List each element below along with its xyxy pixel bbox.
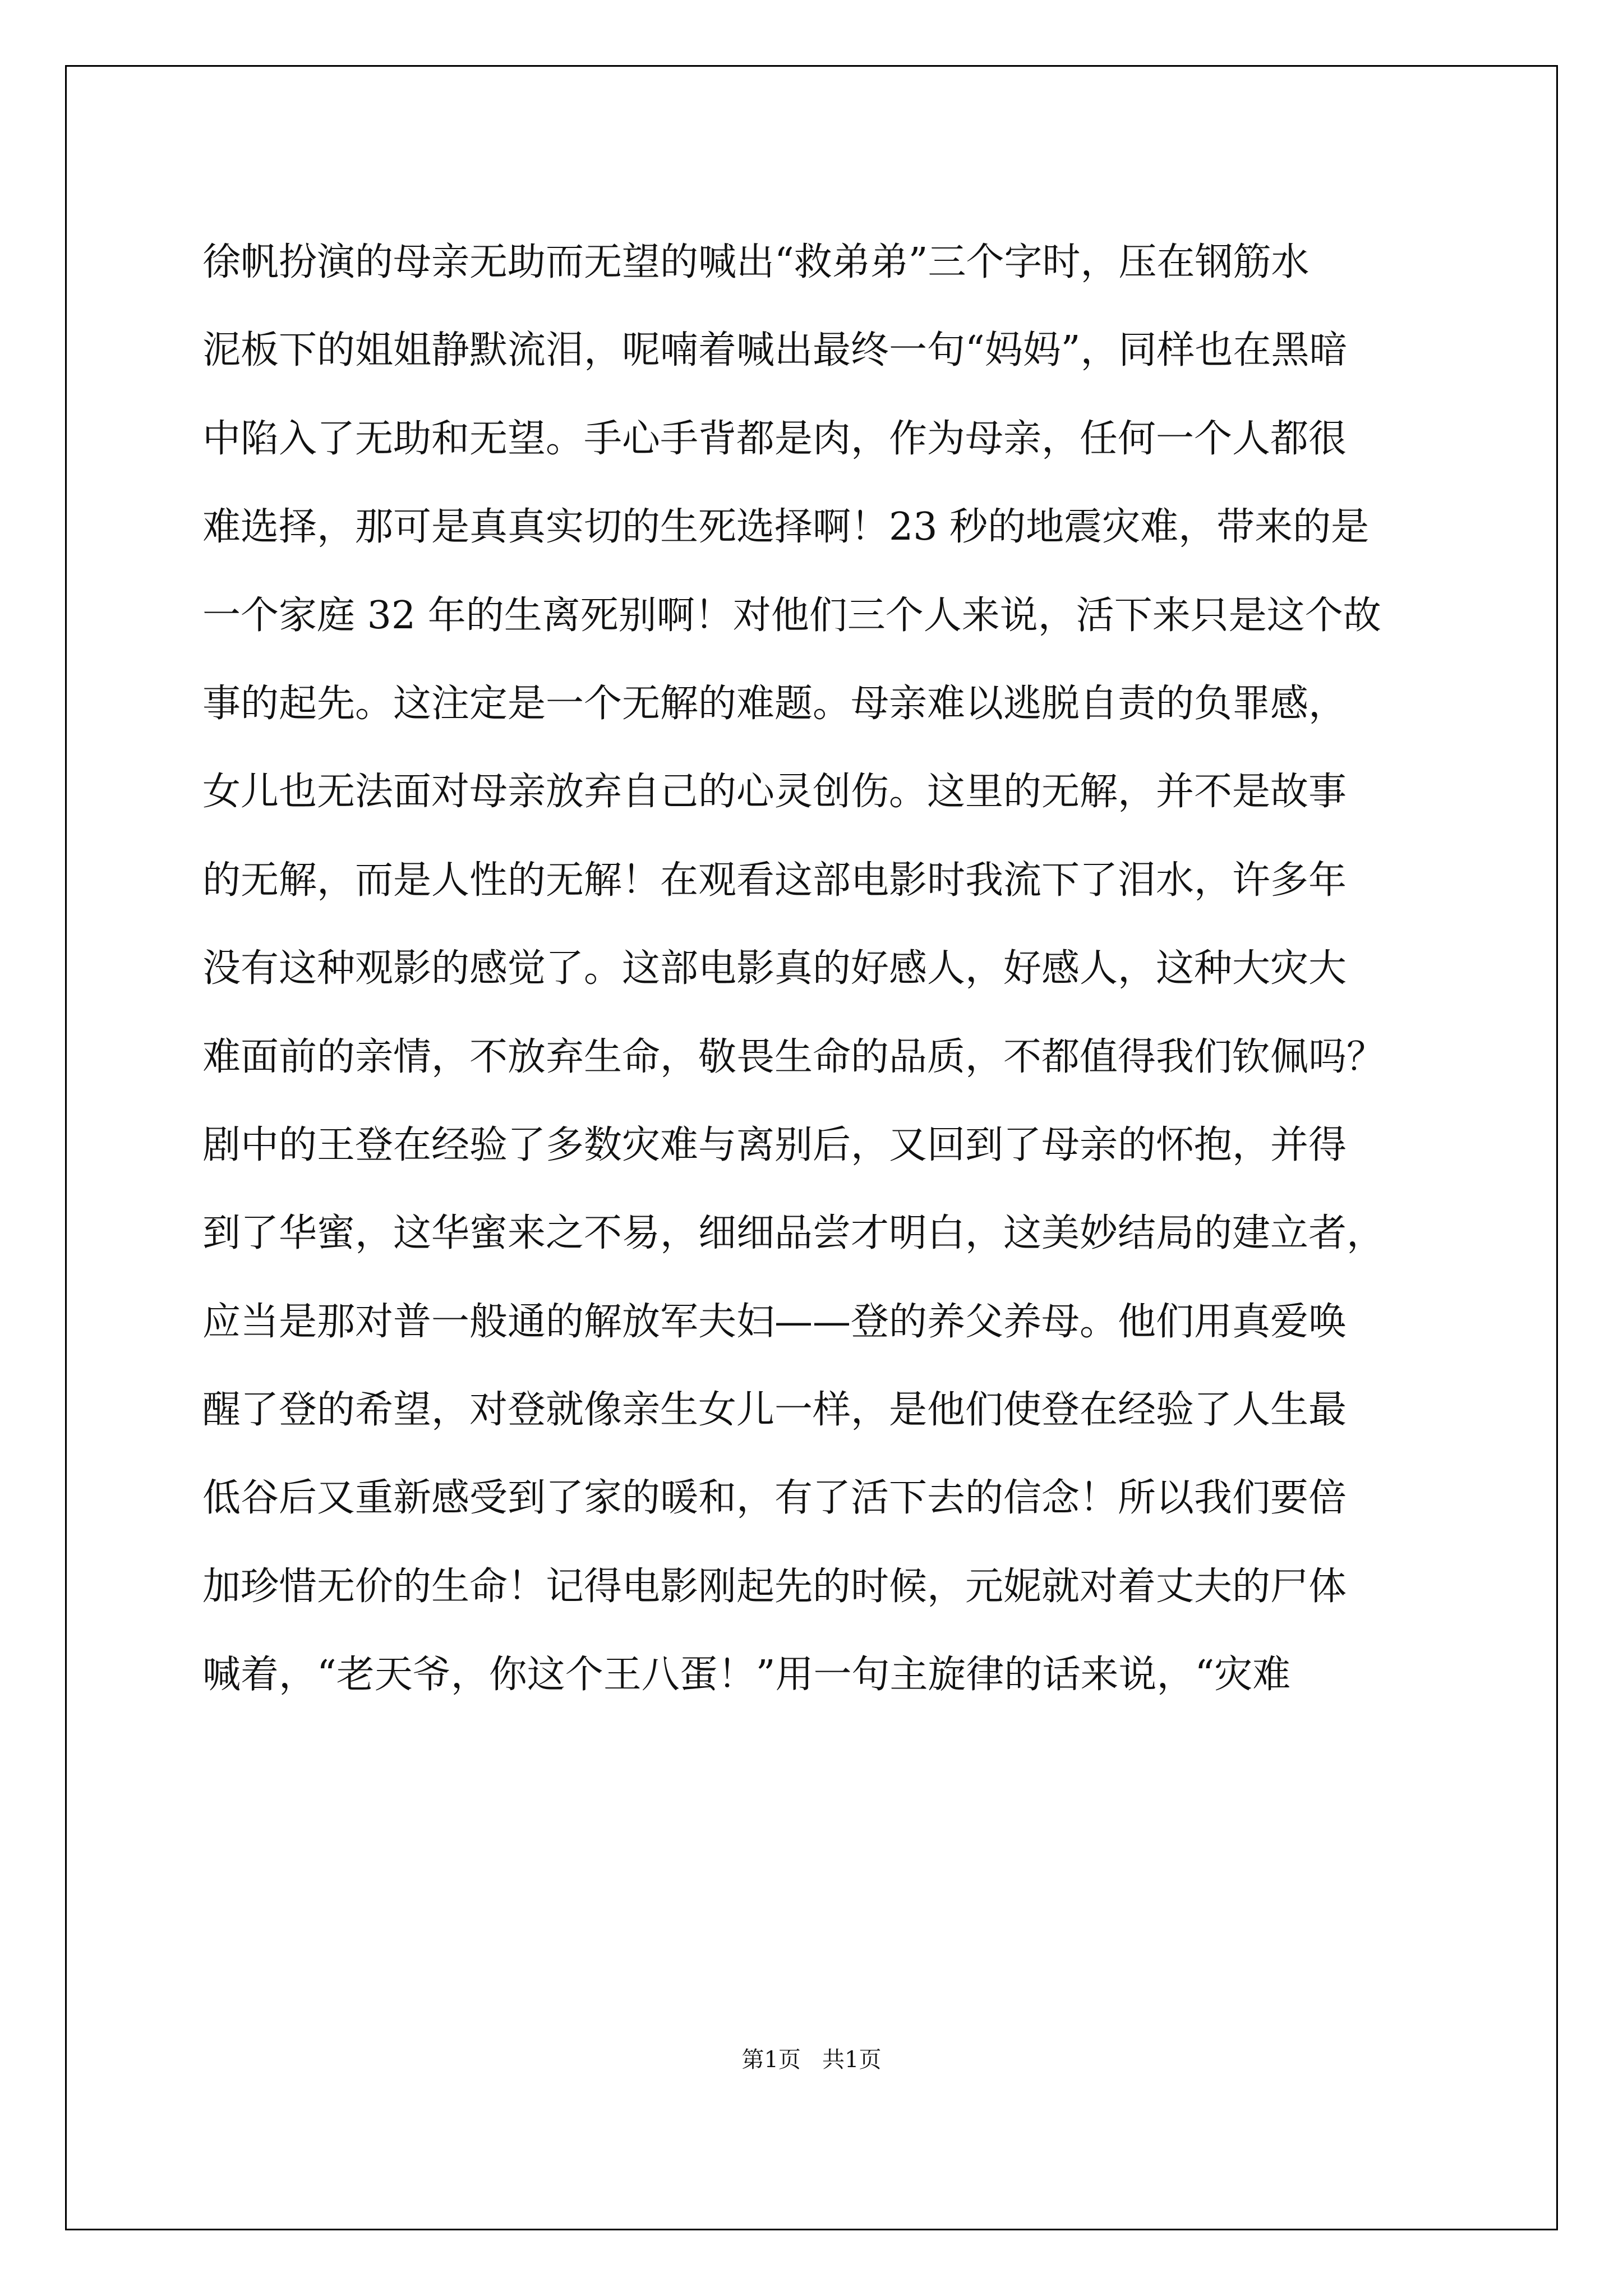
document-body [202,218,1451,1719]
body-line: 低谷后又重新感受到了家的暖和，有了活下去的信念！所以我们要倍 [202,1476,1347,1521]
body-line: 泥板下的姐姐静默流泪，呢喃着喊出最终一句“妈妈”，同样也在黑暗 [202,328,1348,373]
body-line: 徐帆扮演的母亲无助而无望的喊出“救弟弟”三个字时，压在钢筋水 [202,240,1310,284]
body-line: 喊着，“老天爷，你这个王八蛋！”用一句主旋律的话来说，“灾难 [202,1653,1291,1697]
body-line: 没有这种观影的感觉了。这部电影真的好感人，好感人，这种大灾大 [202,946,1347,991]
body-line: 的无解，而是人性的无解！在观看这部电影时我流下了泪水，许多年 [202,858,1347,903]
page-number-footer: 第1页 共1页 [741,2047,882,2073]
body-line: 剧中的王登在经验了多数灾难与离别后，又回到了母亲的怀抱，并得 [202,1122,1347,1167]
body-line: 难面前的亲情，不放弃生命，敬畏生命的品质，不都值得我们钦佩吗？ [202,1034,1385,1079]
body-line: 中陷入了无助和无望。手心手背都是肉，作为母亲，任何一个人都很 [202,416,1347,461]
body-line: 加珍惜无价的生命！记得电影刚起先的时候，元妮就对着丈夫的尸体 [202,1564,1347,1609]
body-line: 事的起先。这注定是一个无解的难题。母亲难以逃脱自责的负罪感， [202,681,1347,726]
body-line: 应当是那对普一般通的解放军夫妇——登的养父养母。他们用真爱唤 [202,1299,1347,1344]
body-line: 到了华蜜，这华蜜来之不易，细细品尝才明白，这美妙结局的建立者， [202,1211,1385,1256]
body-line: 一个家庭 32 年的生离死别啊！对他们三个人来说，活下来只是这个故 [202,593,1381,638]
body-line: 醒了登的希望，对登就像亲生女儿一样，是他们使登在经验了人生最 [202,1388,1347,1433]
body-line: 难选择，那可是真真实切的生死选择啊！23 秒的地震灾难，带来的是 [202,505,1370,550]
body-line: 女儿也无法面对母亲放弃自己的心灵创伤。这里的无解，并不是故事 [202,770,1347,815]
